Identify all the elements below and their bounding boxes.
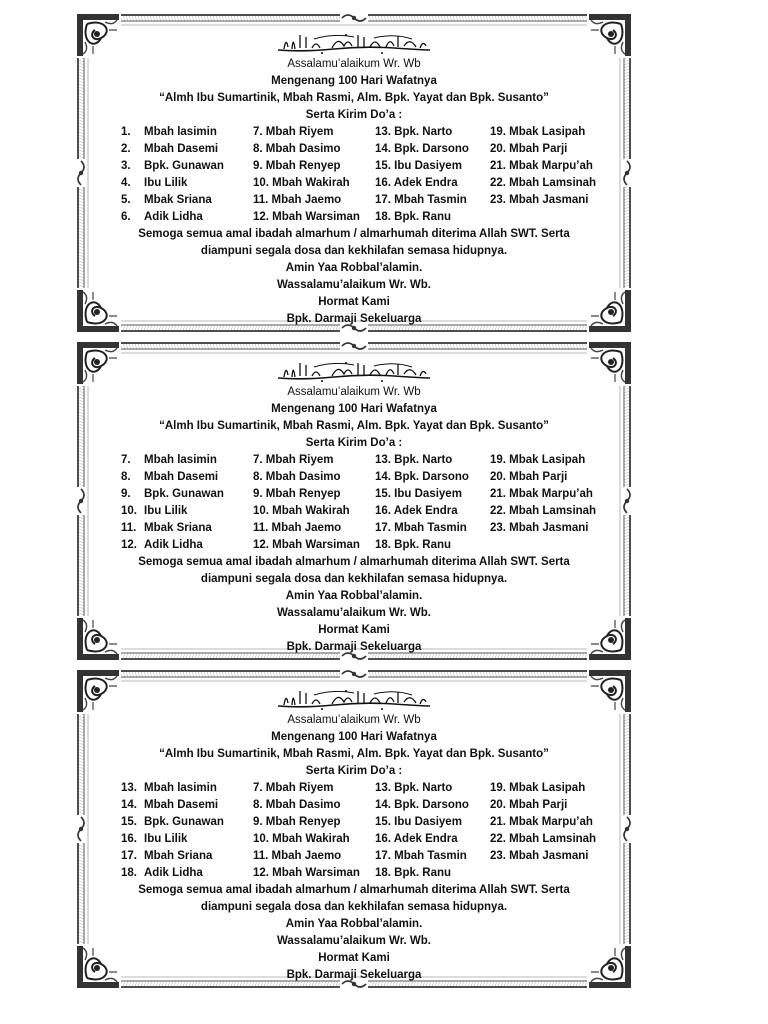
list-item-name: Ibu Lilik — [144, 833, 188, 845]
greeting: Assalamu’alaikum Wr. Wb — [287, 714, 421, 726]
list-item: 12. Mbah Warsiman — [253, 867, 360, 879]
signature: Bpk. Darmaji Sekeluarga — [286, 313, 422, 325]
list-item: 10. Mbah Wakirah — [253, 505, 350, 517]
list-item: 20. Mbah Parji — [490, 799, 568, 811]
list-item: 14. Bpk. Darsono — [375, 143, 469, 155]
closing-greeting: Wassalamu’alaikum Wr. Wb. — [276, 279, 432, 291]
list-item: 9. Mbah Renyep — [253, 160, 341, 172]
list-item: 11. Mbah Jaemo — [253, 522, 342, 534]
prayer-text: Semoga semua amal ibadah almarhum / almarhumah diterima Allah SWT. Serta — [138, 556, 570, 568]
list-item-number: 7. — [121, 454, 131, 466]
deceased-names: “Almh Ibu Sumartinik, Mbah Rasmi, Alm. Bpk. Yayat dan Bpk. Susanto” — [159, 92, 549, 104]
list-item-number: 14. — [121, 799, 137, 811]
closing-greeting: Wassalamu’alaikum Wr. Wb. — [276, 607, 432, 619]
list-item: 16. Adek Endra — [375, 833, 458, 845]
list-item: 18. Bpk. Ranu — [375, 211, 452, 223]
list-item: 15. Ibu Dasiyem — [375, 160, 462, 172]
greeting: Assalamu’alaikum Wr. Wb — [287, 386, 421, 398]
list-item-name: Bpk. Gunawan — [144, 488, 224, 500]
list-item-name: Mbah lasimin — [144, 782, 217, 794]
list-item: 13. Bpk. Narto — [375, 126, 453, 138]
name-row — [105, 537, 603, 554]
prayer-name-list — [105, 124, 603, 226]
name-row — [105, 469, 603, 486]
list-item — [121, 469, 218, 486]
list-item: 11. Mbah Jaemo — [253, 194, 342, 206]
amin-text: Amin Yaa Robbal’alamin. — [285, 590, 423, 602]
list-item-number: 13. — [121, 782, 137, 794]
list-item — [121, 865, 203, 882]
regards-text: Hormat Kami — [318, 952, 390, 964]
list-item-name: Mbak Sriana — [144, 522, 212, 534]
closing-greeting: Wassalamu’alaikum Wr. Wb. — [276, 935, 432, 947]
list-item: 14. Bpk. Darsono — [375, 799, 469, 811]
list-item: 11. Mbah Jaemo — [253, 850, 342, 862]
prayer-subtitle: Serta Kirim Do’a : — [305, 109, 403, 121]
list-item: 12. Mbah Warsiman — [253, 211, 360, 223]
signature: Bpk. Darmaji Sekeluarga — [286, 969, 422, 981]
list-item — [121, 452, 217, 469]
list-item: 18. Bpk. Ranu — [375, 539, 452, 551]
card-title: Mengenang 100 Hari Wafatnya — [271, 75, 437, 87]
prayer-name-list — [105, 452, 603, 554]
list-item: 8. Mbah Dasimo — [253, 471, 341, 483]
memorial-card — [75, 12, 633, 334]
list-item — [121, 520, 212, 537]
list-item-name: Bpk. Gunawan — [144, 160, 224, 172]
amin-text: Amin Yaa Robbal’alamin. — [285, 918, 423, 930]
list-item-name: Mbah lasimin — [144, 454, 217, 466]
prayer-text: diampuni segala dosa dan kekhilafan semasa hidupnya. — [200, 901, 508, 913]
list-item: 23. Mbah Jasmani — [490, 522, 589, 534]
list-item-number: 16. — [121, 833, 137, 845]
list-item-number: 6. — [121, 211, 131, 223]
list-item: 18. Bpk. Ranu — [375, 867, 452, 879]
prayer-text: Semoga semua amal ibadah almarhum / almarhumah diterima Allah SWT. Serta — [138, 884, 570, 896]
list-item-number: 17. — [121, 850, 137, 862]
name-row — [105, 848, 603, 865]
prayer-text: diampuni segala dosa dan kekhilafan semasa hidupnya. — [200, 245, 508, 257]
name-row — [105, 192, 603, 209]
name-row — [105, 797, 603, 814]
prayer-text: diampuni segala dosa dan kekhilafan semasa hidupnya. — [200, 573, 508, 585]
regards-text: Hormat Kami — [318, 296, 390, 308]
list-item: 17. Mbah Tasmin — [375, 522, 467, 534]
list-item: 21. Mbak Marpu’ah — [490, 816, 593, 828]
name-row — [105, 831, 603, 848]
list-item: 9. Mbah Renyep — [253, 816, 341, 828]
list-item: 15. Ibu Dasiyem — [375, 816, 462, 828]
list-item — [121, 797, 218, 814]
prayer-name-list — [105, 780, 603, 882]
name-row — [105, 209, 603, 226]
list-item-number: 2. — [121, 143, 131, 155]
list-item-number: 12. — [121, 539, 137, 551]
name-row — [105, 486, 603, 503]
prayer-subtitle: Serta Kirim Do’a : — [305, 437, 403, 449]
list-item-number: 4. — [121, 177, 131, 189]
list-item-name: Ibu Lilik — [144, 177, 188, 189]
list-item: 17. Mbah Tasmin — [375, 194, 467, 206]
name-row — [105, 141, 603, 158]
list-item: 21. Mbak Marpu’ah — [490, 160, 593, 172]
list-item: 22. Mbah Lamsinah — [490, 505, 597, 517]
prayer-subtitle: Serta Kirim Do’a : — [305, 765, 403, 777]
list-item — [121, 848, 212, 865]
prayer-text: Semoga semua amal ibadah almarhum / almarhumah diterima Allah SWT. Serta — [138, 228, 570, 240]
list-item: 8. Mbah Dasimo — [253, 143, 341, 155]
list-item-number: 10. — [121, 505, 137, 517]
list-item-number: 18. — [121, 867, 137, 879]
list-item — [121, 209, 203, 226]
memorial-card — [75, 340, 633, 662]
list-item-number: 15. — [121, 816, 137, 828]
list-item — [121, 780, 217, 797]
name-row — [105, 503, 603, 520]
list-item: 12. Mbah Warsiman — [253, 539, 360, 551]
list-item-name: Mbak Sriana — [144, 194, 212, 206]
list-item-name: Mbah Dasemi — [144, 143, 219, 155]
list-item-name: Adik Lidha — [144, 539, 203, 551]
list-item: 19. Mbak Lasipah — [490, 782, 586, 794]
list-item-name: Adik Lidha — [144, 867, 203, 879]
list-item: 15. Ibu Dasiyem — [375, 488, 462, 500]
name-row — [105, 452, 603, 469]
list-item: 9. Mbah Renyep — [253, 488, 341, 500]
list-item-name: Adik Lidha — [144, 211, 203, 223]
list-item: 16. Adek Endra — [375, 177, 458, 189]
card-content — [105, 30, 603, 328]
list-item — [121, 158, 224, 175]
card-title: Mengenang 100 Hari Wafatnya — [271, 731, 437, 743]
name-row — [105, 780, 603, 797]
signature: Bpk. Darmaji Sekeluarga — [286, 641, 422, 653]
list-item: 22. Mbah Lamsinah — [490, 177, 597, 189]
list-item: 10. Mbah Wakirah — [253, 177, 350, 189]
name-row — [105, 865, 603, 882]
list-item-name: Ibu Lilik — [144, 505, 188, 517]
basmala-calligraphy-icon — [274, 686, 434, 712]
list-item-number: 1. — [121, 126, 131, 138]
list-item: 22. Mbah Lamsinah — [490, 833, 597, 845]
list-item: 10. Mbah Wakirah — [253, 833, 350, 845]
list-item — [121, 537, 203, 554]
list-item: 23. Mbah Jasmani — [490, 850, 589, 862]
list-item: 16. Adek Endra — [375, 505, 458, 517]
list-item — [121, 814, 224, 831]
name-row — [105, 175, 603, 192]
name-row — [105, 124, 603, 141]
list-item-number: 11. — [121, 522, 137, 534]
list-item-number: 3. — [121, 160, 131, 172]
list-item: 20. Mbah Parji — [490, 143, 568, 155]
list-item: 20. Mbah Parji — [490, 471, 568, 483]
list-item: 8. Mbah Dasimo — [253, 799, 341, 811]
name-row — [105, 158, 603, 175]
list-item — [121, 831, 187, 848]
list-item: 7. Mbah Riyem — [253, 126, 334, 138]
list-item-name: Mbah Sriana — [144, 850, 213, 862]
list-item — [121, 141, 218, 158]
basmala-calligraphy-icon — [274, 358, 434, 384]
basmala-calligraphy-icon — [274, 30, 434, 56]
list-item-name: Mbah Dasemi — [144, 799, 219, 811]
amin-text: Amin Yaa Robbal’alamin. — [285, 262, 423, 274]
list-item: 13. Bpk. Narto — [375, 454, 453, 466]
list-item — [121, 175, 187, 192]
list-item — [121, 192, 212, 209]
list-item-name: Mbah lasimin — [144, 126, 217, 138]
deceased-names: “Almh Ibu Sumartinik, Mbah Rasmi, Alm. Bpk. Yayat dan Bpk. Susanto” — [159, 748, 549, 760]
card-title: Mengenang 100 Hari Wafatnya — [271, 403, 437, 415]
list-item — [121, 124, 217, 141]
card-content — [105, 358, 603, 656]
deceased-names: “Almh Ibu Sumartinik, Mbah Rasmi, Alm. Bpk. Yayat dan Bpk. Susanto” — [159, 420, 549, 432]
list-item: 7. Mbah Riyem — [253, 782, 334, 794]
list-item: 14. Bpk. Darsono — [375, 471, 469, 483]
greeting: Assalamu’alaikum Wr. Wb — [287, 58, 421, 70]
list-item: 17. Mbah Tasmin — [375, 850, 467, 862]
list-item: 7. Mbah Riyem — [253, 454, 334, 466]
regards-text: Hormat Kami — [318, 624, 390, 636]
list-item-number: 8. — [121, 471, 131, 483]
memorial-card — [75, 668, 633, 990]
name-row — [105, 520, 603, 537]
list-item-name: Mbah Dasemi — [144, 471, 219, 483]
list-item: 19. Mbak Lasipah — [490, 454, 586, 466]
list-item: 13. Bpk. Narto — [375, 782, 453, 794]
list-item-number: 9. — [121, 488, 131, 500]
card-content — [105, 686, 603, 984]
list-item — [121, 503, 187, 520]
list-item — [121, 486, 224, 503]
list-item: 19. Mbak Lasipah — [490, 126, 586, 138]
list-item-number: 5. — [121, 194, 131, 206]
list-item: 23. Mbah Jasmani — [490, 194, 589, 206]
list-item-name: Bpk. Gunawan — [144, 816, 224, 828]
name-row — [105, 814, 603, 831]
list-item: 21. Mbak Marpu’ah — [490, 488, 593, 500]
